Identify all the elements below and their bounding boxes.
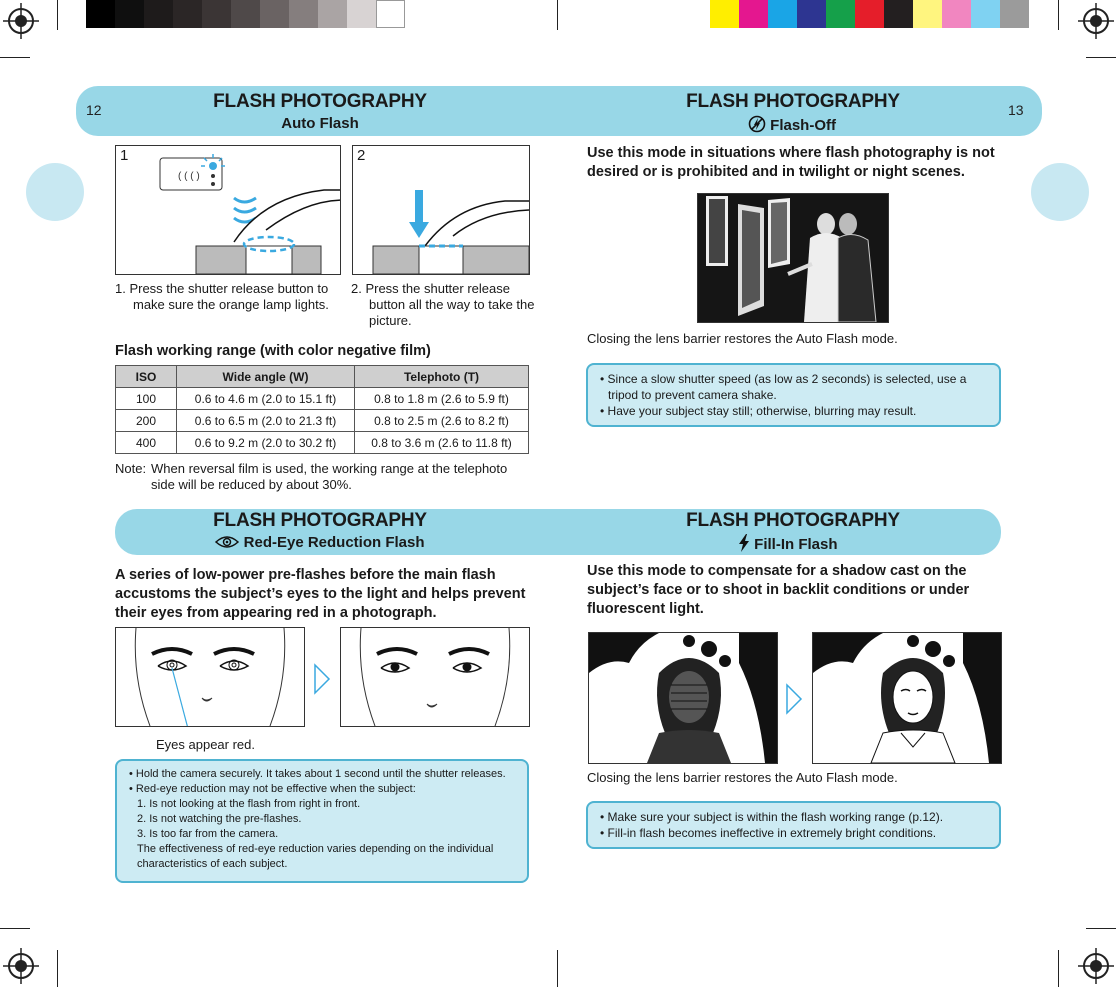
crop-mark xyxy=(557,950,558,987)
table-header: ISO xyxy=(116,366,177,388)
crop-mark xyxy=(57,950,58,987)
color-swatch xyxy=(202,0,231,28)
note-item-text: Since a slow shutter speed (as low as 2 seconds) is selected, use a tripod to prevent camera shake. xyxy=(607,372,967,402)
table-row xyxy=(116,410,529,432)
note-sub-item: 1. Is not looking at the flash from right in front. xyxy=(137,798,361,810)
color-swatch xyxy=(376,0,405,28)
red-eye-notes xyxy=(115,759,529,883)
side-tab-circle xyxy=(26,163,84,221)
color-swatch xyxy=(289,0,318,28)
table-row xyxy=(116,432,529,454)
section-title-fill-in: FLASH PHOTOGRAPHY xyxy=(686,510,900,531)
crop-mark xyxy=(0,57,30,58)
table-cell: 0.8 to 1.8 m (2.6 to 5.9 ft) xyxy=(355,388,529,410)
registration-mark-icon xyxy=(3,948,39,984)
eye-icon xyxy=(215,535,239,549)
step1-text: 1. Press the shutter release button to make sure the orange lamp lights. xyxy=(115,281,329,312)
color-swatch xyxy=(942,0,971,28)
flash-off-icon xyxy=(748,115,766,133)
color-swatch xyxy=(115,0,144,28)
color-swatch xyxy=(347,0,376,28)
note-item: • Since a slow shutter speed (as low as 2 seconds) is selected, use a tripod to prevent camera shake. xyxy=(600,372,967,402)
step2-illustration xyxy=(352,145,530,275)
face-red-eye xyxy=(115,627,305,727)
table-cell: 0.8 to 3.6 m (2.6 to 11.8 ft) xyxy=(355,432,529,454)
step2-text: 2. Press the shutter release button all the way to take the picture. xyxy=(351,281,535,328)
fill-in-notes xyxy=(586,801,1001,849)
flash-off-closing: Closing the lens barrier restores the Auto Flash mode. xyxy=(587,331,898,346)
color-swatch xyxy=(86,0,115,28)
crop-mark xyxy=(1086,57,1116,58)
flash-off-notes xyxy=(586,363,1001,427)
table-cell: 0.6 to 9.2 m (2.0 to 30.2 ft) xyxy=(177,432,355,454)
flash-off-intro: Use this mode in situations where flash photography is not desired or is prohibited and in twilight or night scenes. xyxy=(587,145,995,180)
triangle-arrow-icon xyxy=(785,683,803,715)
crop-mark xyxy=(557,0,558,30)
color-swatch xyxy=(855,0,884,28)
registration-mark-icon xyxy=(1078,3,1114,39)
note-sub-item: 3. Is too far from the camera. xyxy=(137,828,279,840)
table-cell: 0.8 to 2.5 m (2.6 to 8.2 ft) xyxy=(355,410,529,432)
crop-mark xyxy=(1058,0,1059,30)
table-cell: 0.6 to 6.5 m (2.0 to 21.3 ft) xyxy=(177,410,355,432)
crop-mark xyxy=(1086,928,1116,929)
table-row xyxy=(116,388,529,410)
note-item: • Hold the camera securely. It takes about 1 second until the shutter releases. xyxy=(129,768,506,780)
photo-shadowed-face xyxy=(588,632,778,764)
note-item-text: Have your subject stay still; otherwise, blurring may result. xyxy=(607,404,917,418)
note-item: • Red-eye reduction may not be effective when the subject: xyxy=(129,783,416,795)
table-cell: 0.6 to 4.6 m (2.0 to 15.1 ft) xyxy=(177,388,355,410)
section-subtitle-fill-in xyxy=(700,534,900,553)
face-normal-eye xyxy=(340,627,530,727)
step1-illustration xyxy=(115,145,341,275)
crop-mark xyxy=(1058,950,1059,987)
flash-off-label: Flash-Off xyxy=(770,117,837,134)
note-item-text: Red-eye reduction may not be effective when the subject: xyxy=(135,783,416,795)
section-title-flash-off: FLASH PHOTOGRAPHY xyxy=(686,91,900,112)
fill-in-label: Fill-In Flash xyxy=(754,536,838,553)
note-text: When reversal film is used, the working range at the telephoto side will be reduced by about 30%. xyxy=(151,461,508,492)
color-swatch xyxy=(1000,0,1029,28)
registration-mark-icon xyxy=(1078,948,1114,984)
crop-mark xyxy=(0,928,30,929)
color-swatch xyxy=(797,0,826,28)
section-title-red-eye: FLASH PHOTOGRAPHY xyxy=(213,510,427,531)
fill-in-closing: Closing the lens barrier restores the Auto Flash mode. xyxy=(587,770,898,785)
color-swatch xyxy=(768,0,797,28)
side-tab-circle xyxy=(1031,163,1089,221)
note-item-text: Make sure your subject is within the flash working range (p.12). xyxy=(607,810,944,824)
table-cell: 200 xyxy=(116,410,177,432)
color-swatch xyxy=(260,0,289,28)
table-header: Telephoto (T) xyxy=(355,366,529,388)
color-swatch xyxy=(739,0,768,28)
color-swatch xyxy=(710,0,739,28)
svg-text:( ( ( ): ( ( ( ) xyxy=(178,171,200,182)
page-number-left: 12 xyxy=(86,102,102,118)
red-eye-caption: Eyes appear red. xyxy=(156,737,256,752)
color-swatch xyxy=(826,0,855,28)
section-subtitle-auto-flash: Auto Flash xyxy=(281,115,359,132)
registration-mark-icon xyxy=(3,3,39,39)
step-number: 2 xyxy=(357,147,366,164)
color-swatch xyxy=(173,0,202,28)
section-subtitle-flash-off xyxy=(700,115,900,134)
note-item-text: Hold the camera securely. It takes about 1 second until the shutter releases. xyxy=(135,768,506,780)
note-item-text: Fill-in flash becomes ineffective in extremely bright conditions. xyxy=(607,826,937,840)
gallery-photo xyxy=(697,193,889,323)
color-swatch xyxy=(231,0,260,28)
table-cell: 400 xyxy=(116,432,177,454)
color-swatch xyxy=(913,0,942,28)
crop-mark xyxy=(57,0,58,30)
photo-fill-flash-face xyxy=(812,632,1002,764)
color-swatch xyxy=(884,0,913,28)
color-swatch xyxy=(144,0,173,28)
note-item: • Have your subject stay still; otherwise, blurring may result. xyxy=(600,404,917,418)
step-number: 1 xyxy=(120,147,129,164)
table-header: Wide angle (W) xyxy=(177,366,355,388)
flash-range-table xyxy=(115,365,529,454)
note-sub-item: 2. Is not watching the pre-flashes. xyxy=(137,813,302,825)
note-item: • Make sure your subject is within the flash working range (p.12). xyxy=(600,810,944,824)
note-effectiveness: The effectiveness of red-eye reduction varies depending on the individual characteristics of each subject. xyxy=(137,843,494,870)
lightning-icon xyxy=(738,534,750,552)
red-eye-intro: A series of low-power pre-flashes before the main flash accustoms the subject’s eyes to the light and helps prevent their eyes from appearing red in a photograph. xyxy=(115,567,526,621)
fill-in-intro: Use this mode to compensate for a shadow cast on the subject’s face or to shoot in backlit conditions or under fluorescent light. xyxy=(587,563,970,617)
section-title-auto-flash: FLASH PHOTOGRAPHY xyxy=(213,91,427,112)
range-heading: Flash working range (with color negative film) xyxy=(115,343,431,359)
note-label: Note: xyxy=(115,461,147,476)
triangle-arrow-icon xyxy=(313,663,331,695)
color-swatch xyxy=(318,0,347,28)
page-number-right: 13 xyxy=(1008,102,1024,118)
color-swatch xyxy=(971,0,1000,28)
note-item: • Fill-in flash becomes ineffective in extremely bright conditions. xyxy=(600,826,937,840)
section-subtitle-red-eye xyxy=(170,534,470,551)
red-eye-label: Red-Eye Reduction Flash xyxy=(243,534,425,551)
table-cell: 100 xyxy=(116,388,177,410)
